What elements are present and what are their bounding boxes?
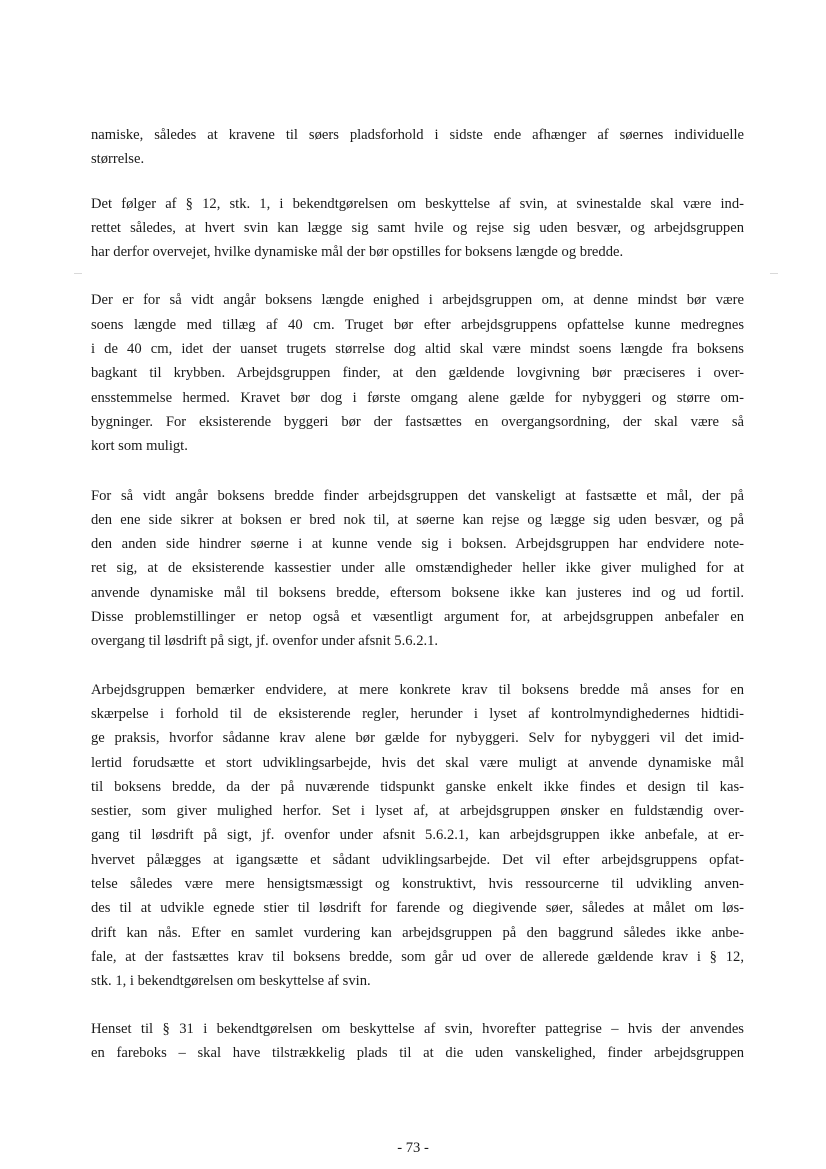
text-line: For så vidt angår boksens bredde finder arbejdsgruppen det vanskeligt at fastsætte et mål, der på xyxy=(91,487,744,504)
text-line: ge praksis, hvorfor sådanne krav alene bør gælde for nybyggeri. Selv for nybyggeri vil det imid- xyxy=(91,730,744,747)
text-line: en fareboks – skal have tilstrækkelig plads til at die uden vanskelighed, finder arbejdsgruppen xyxy=(91,1044,744,1061)
text-line: soens længde med tillæg af 40 cm. Truget bør efter arbejdsgruppens opfattelse kunne medregnes xyxy=(91,316,744,333)
scan-artifact-line xyxy=(770,273,778,274)
paragraph-6 xyxy=(91,1017,744,1066)
text-line: den anden side hindrer søerne i at kunne vende sig i boksen. Arbejdsgruppen har endvidere note- xyxy=(91,536,744,553)
text-line: drift kan nås. Efter en samlet vurdering kan arbejdsgruppen på den baggrund således ikke anbe- xyxy=(91,924,744,941)
text-line: sestier, som giver mulighed herfor. Set i lyset af, at arbejdsgruppen ønsker en fuldstændig over- xyxy=(91,803,744,820)
text-line: skærpelse i forhold til de eksisterende regler, herunder i lyset af kontrolmyndighedernes hidtidi- xyxy=(91,705,744,722)
text-line: overgang til løsdrift på sigt, jf. ovenfor under afsnit 5.6.2.1. xyxy=(91,633,439,650)
document-body xyxy=(91,123,744,1087)
text-line: telse således være mere hensigtsmæssigt og konstruktivt, hvis ressourcerne til udvikling anven- xyxy=(91,876,744,893)
text-line: Der er for så vidt angår boksens længde enighed i arbejdsgruppen om, at denne mindst bør være xyxy=(91,292,744,309)
paragraph-4 xyxy=(91,484,744,654)
text-line: stk. 1, i bekendtgørelsen om beskyttelse af svin. xyxy=(91,973,371,990)
text-line: namiske, således at kravene til søers pladsforhold i sidste ende afhænger af søernes individuelle xyxy=(91,127,744,143)
text-line: Arbejdsgruppen bemærker endvidere, at mere konkrete krav til boksens bredde må anses for en xyxy=(91,681,744,698)
scan-artifact-line xyxy=(74,273,82,274)
text-line: i de 40 cm, idet der uanset trugets størrelse dog altid skal være mindst soens længde fra boksens xyxy=(91,341,744,358)
text-line: lertid forudsætte et stort udviklingsarbejde, hvis det skal være muligt at anvende dynamiske mål xyxy=(91,754,744,771)
page-number: - 73 - xyxy=(397,1140,429,1156)
text-line: den ene side sikrer at boksen er bred nok til, at søerne kan rejse og lægge sig uden besvær, og på xyxy=(91,511,744,528)
text-line: har derfor overvejet, hvilke dynamiske mål der bør opstilles for boksens længde og bredde. xyxy=(91,244,624,261)
text-line: kort som muligt. xyxy=(91,438,188,455)
text-line: gang til løsdrift på sigt, jf. ovenfor under afsnit 5.6.2.1, kan arbejdsgruppen ikke anbefale, at er- xyxy=(91,827,744,844)
text-line: bagkant til krybben. Arbejdsgruppen finder, at den gældende lovgivning bør præciseres i over- xyxy=(91,365,744,382)
paragraph-1 xyxy=(91,123,744,172)
text-line: Disse problemstillinger er netop også et væsentligt argument for, at arbejdsgruppen anbefaler en xyxy=(91,609,744,626)
text-line: fale, at der fastsættes krav til boksens bredde, som går ud over de allerede gældende krav i § 12, xyxy=(91,948,744,965)
text-line: størrelse. xyxy=(91,151,145,168)
paragraph-3 xyxy=(91,288,744,458)
text-line: ret sig, at de eksisterende kassestier under alle omstændigheder heller ikke giver mulighed for at xyxy=(91,560,744,577)
text-line: til boksens bredde, da der på nuværende tidspunkt ganske enkelt ikke findes et design til kas- xyxy=(91,778,744,795)
text-line: rettet således, at hvert svin kan lægge sig samt hvile og rejse sig uden besvær, og arbejdsgruppen xyxy=(91,219,744,236)
text-line: anvende dynamiske mål til boksens bredde, eftersom boksene ikke kan justeres ind og ud fortil. xyxy=(91,584,744,601)
text-line: hvervet pålægges at igangsætte et sådant udviklingsarbejde. Det vil efter arbejdsgruppens opfat- xyxy=(91,851,744,868)
text-line: Det følger af § 12, stk. 1, i bekendtgørelsen om beskyttelse af svin, at svinestalde skal være ind- xyxy=(91,195,744,212)
text-line: Henset til § 31 i bekendtgørelsen om beskyttelse af svin, hvorefter pattegrise – hvis der anvendes xyxy=(91,1020,744,1037)
paragraph-2 xyxy=(91,192,744,265)
text-line: bygninger. For eksisterende byggeri bør der fastsættes en overgangsordning, der skal være så xyxy=(91,413,744,430)
paragraph-5 xyxy=(91,678,744,994)
text-line: ensstemmelse hermed. Kravet bør dog i første omgang alene gælde for nybyggeri og større om- xyxy=(91,389,744,406)
text-line: des til at udvikle egnede stier til løsdrift for farende og diegivende søer, således at målet om løs- xyxy=(91,900,744,917)
